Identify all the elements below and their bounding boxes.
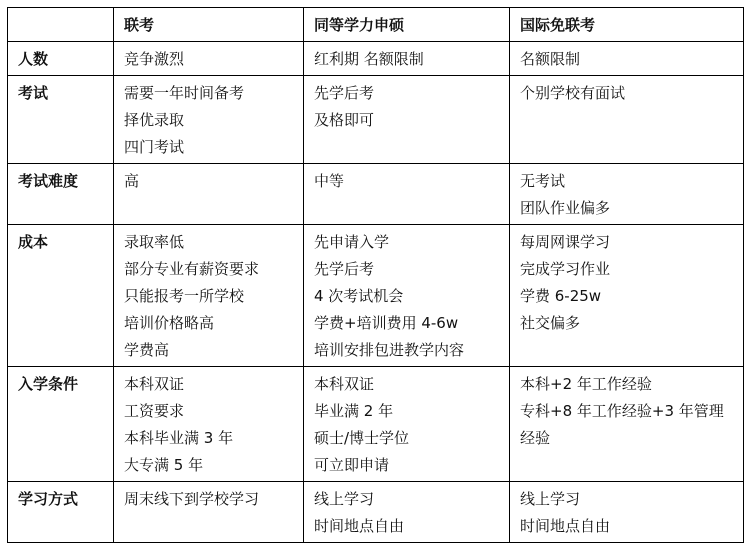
row-label: 人数 bbox=[8, 42, 114, 76]
cell-tongdeng bbox=[304, 482, 510, 543]
header-cell-empty bbox=[8, 8, 114, 42]
header-row bbox=[8, 8, 744, 42]
row-label: 入学条件 bbox=[8, 367, 114, 482]
row-renshu bbox=[8, 42, 744, 76]
cell-line: 周末线下到学校学习 bbox=[124, 490, 260, 508]
cell-line: 红利期 名额限制 bbox=[314, 50, 424, 68]
cell-line: 需要一年时间备考 bbox=[124, 84, 245, 102]
cell-line: 线上学习 bbox=[520, 490, 581, 508]
cell-line: 竞争激烈 bbox=[124, 50, 185, 68]
cell-tongdeng bbox=[304, 76, 510, 164]
cell-guoji bbox=[510, 42, 744, 76]
cell-line: 先学后考 bbox=[314, 260, 375, 278]
cell-line: 线上学习 bbox=[314, 490, 375, 508]
cell-line: 只能报考一所学校 bbox=[124, 287, 245, 305]
cell-line: 每周网课学习 bbox=[520, 233, 611, 251]
cell-line: 社交偏多 bbox=[520, 314, 581, 332]
row-label: 学习方式 bbox=[8, 482, 114, 543]
cell-line: 择优录取 bbox=[124, 111, 185, 129]
cell-liankao bbox=[114, 76, 304, 164]
cell-guoji bbox=[510, 164, 744, 225]
comparison-table bbox=[7, 7, 744, 543]
row-chengben bbox=[8, 225, 744, 367]
cell-line: 完成学习作业 bbox=[520, 260, 611, 278]
cell-line: 高 bbox=[124, 172, 140, 190]
cell-line: 可立即申请 bbox=[314, 456, 390, 474]
cell-line: 4 次考试机会 bbox=[314, 287, 404, 305]
cell-guoji bbox=[510, 482, 744, 543]
cell-liankao bbox=[114, 367, 304, 482]
cell-line: 学费 6-25w bbox=[520, 287, 602, 305]
cell-line: 大专满 5 年 bbox=[124, 456, 204, 474]
cell-liankao bbox=[114, 482, 304, 543]
cell-tongdeng bbox=[304, 367, 510, 482]
cell-line: 个别学校有面试 bbox=[520, 84, 626, 102]
cell-line: 学费高 bbox=[124, 341, 170, 359]
cell-line: 专科+8 年工作经验+3 年管理经验 bbox=[520, 402, 724, 447]
cell-tongdeng bbox=[304, 225, 510, 367]
cell-line: 毕业满 2 年 bbox=[314, 402, 394, 420]
cell-liankao bbox=[114, 164, 304, 225]
cell-guoji bbox=[510, 367, 744, 482]
cell-tongdeng bbox=[304, 164, 510, 225]
cell-tongdeng bbox=[304, 42, 510, 76]
row-tiaojian bbox=[8, 367, 744, 482]
row-nandu bbox=[8, 164, 744, 225]
cell-line: 本科双证 bbox=[314, 375, 375, 393]
row-label: 成本 bbox=[8, 225, 114, 367]
row-fangshi bbox=[8, 482, 744, 543]
cell-line: 录取率低 bbox=[124, 233, 185, 251]
cell-line: 培训安排包进教学内容 bbox=[314, 341, 465, 359]
cell-line: 先申请入学 bbox=[314, 233, 390, 251]
cell-line: 学费+培训费用 4-6w bbox=[314, 314, 459, 332]
table-body bbox=[8, 42, 744, 543]
cell-line: 四门考试 bbox=[124, 138, 185, 156]
cell-line: 无考试 bbox=[520, 172, 566, 190]
cell-line: 团队作业偏多 bbox=[520, 199, 611, 217]
row-kaoshi bbox=[8, 76, 744, 164]
header-cell-tongDeng: 同等学力申硕 bbox=[304, 8, 510, 42]
cell-guoji bbox=[510, 76, 744, 164]
row-label: 考试 bbox=[8, 76, 114, 164]
cell-liankao bbox=[114, 42, 304, 76]
row-label: 考试难度 bbox=[8, 164, 114, 225]
header-cell-lianKao: 联考 bbox=[114, 8, 304, 42]
header-cell-guoJi: 国际免联考 bbox=[510, 8, 744, 42]
cell-line: 硕士/博士学位 bbox=[314, 429, 410, 447]
cell-line: 时间地点自由 bbox=[314, 517, 405, 535]
cell-line: 名额限制 bbox=[520, 50, 581, 68]
cell-line: 工资要求 bbox=[124, 402, 185, 420]
cell-liankao bbox=[114, 225, 304, 367]
cell-line: 中等 bbox=[314, 172, 345, 190]
cell-line: 本科毕业满 3 年 bbox=[124, 429, 234, 447]
cell-line: 培训价格略高 bbox=[124, 314, 215, 332]
cell-line: 部分专业有薪资要求 bbox=[124, 260, 260, 278]
cell-line: 先学后考 bbox=[314, 84, 375, 102]
cell-line: 及格即可 bbox=[314, 111, 375, 129]
cell-line: 本科+2 年工作经验 bbox=[520, 375, 652, 393]
cell-guoji bbox=[510, 225, 744, 367]
cell-line: 时间地点自由 bbox=[520, 517, 611, 535]
cell-line: 本科双证 bbox=[124, 375, 185, 393]
